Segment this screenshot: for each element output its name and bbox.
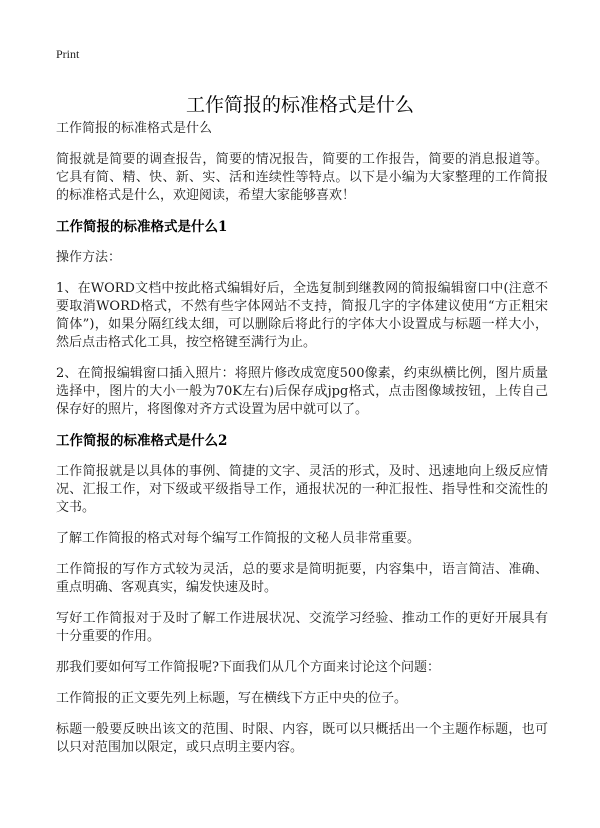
- section-2-paragraph-1: 工作简报就是以具体的事例、简捷的文字、灵活的形式，及时、迅速地向上级反应情况、汇报工作，对下级或平级指导工作，通报状况的一种汇报性、指导性和交流性的文书。: [56, 464, 548, 515]
- page-title: 工作简报的标准格式是什么: [185, 93, 414, 116]
- document-body: [56, 120, 548, 770]
- section-2-paragraph-6: 工作简报的正文要先列上标题，写在横线下方正中央的位子。: [56, 691, 408, 706]
- section-2-heading: 工作简报的标准格式是什么2: [56, 433, 228, 449]
- section-2-paragraph-4: 写好工作简报对于及时了解工作进展状况、交流学习经验、推动工作的更好开展具有十分重要的作用。: [56, 611, 548, 644]
- method-label: 操作方法：: [56, 250, 122, 265]
- section-1-heading: 工作简报的标准格式是什么1: [56, 219, 228, 235]
- section-2-paragraph-2: 了解工作简报的格式对每个编写工作简报的文秘人员非常重要。: [56, 531, 421, 546]
- section-2-paragraph-7: 标题一般要反映出该文的范围、时限、内容，既可以只概括出一个主题作标题，也可以只对范围加以限定，或只点明主要内容。: [56, 722, 548, 755]
- section-2-paragraph-5: 那我们要如何写工作简报呢?下面我们从几个方面来讨论这个问题：: [56, 660, 440, 675]
- step-1-paragraph: 1、在WORD文档中按此格式编辑好后，全选复制到继教网的简报编辑窗口中(注意不要取消WORD格式，不然有些字体网站不支持，简报几字的字体建议使用“方正粗宋简体”)，如果分隔红线太细，可以删除后将此行的字体大小设置成与标题一样大小，然后点击格式化工具，按空格键至满行为止。: [56, 281, 548, 350]
- intro-paragraph: 简报就是简要的调查报告，简要的情况报告，简要的工作报告，简要的消息报道等。它具有简、精、快、新、实、活和连续性等特点。以下是小编为大家整理的工作简报的标准格式是什么，欢迎阅读，希望大家能够喜欢！: [56, 152, 548, 203]
- section-2-paragraph-3: 工作简报的写作方式较为灵活，总的要求是简明扼要，内容集中，语言简洁、准确、重点明确、客观真实，编发快速及时。: [56, 562, 548, 595]
- document-subtitle: 工作简报的标准格式是什么: [56, 121, 213, 136]
- step-2-paragraph: 2、在简报编辑窗口插入照片：将照片修改成宽度500像素，约束纵横比例，图片质量选择中，图片的大小一般为70K左右)后保存成jpg格式，点击图像域按钮，上传自己保存好的照片，将图像对齐方式设置为居中就可以了。: [56, 366, 548, 417]
- print-link[interactable]: Print: [56, 47, 80, 61]
